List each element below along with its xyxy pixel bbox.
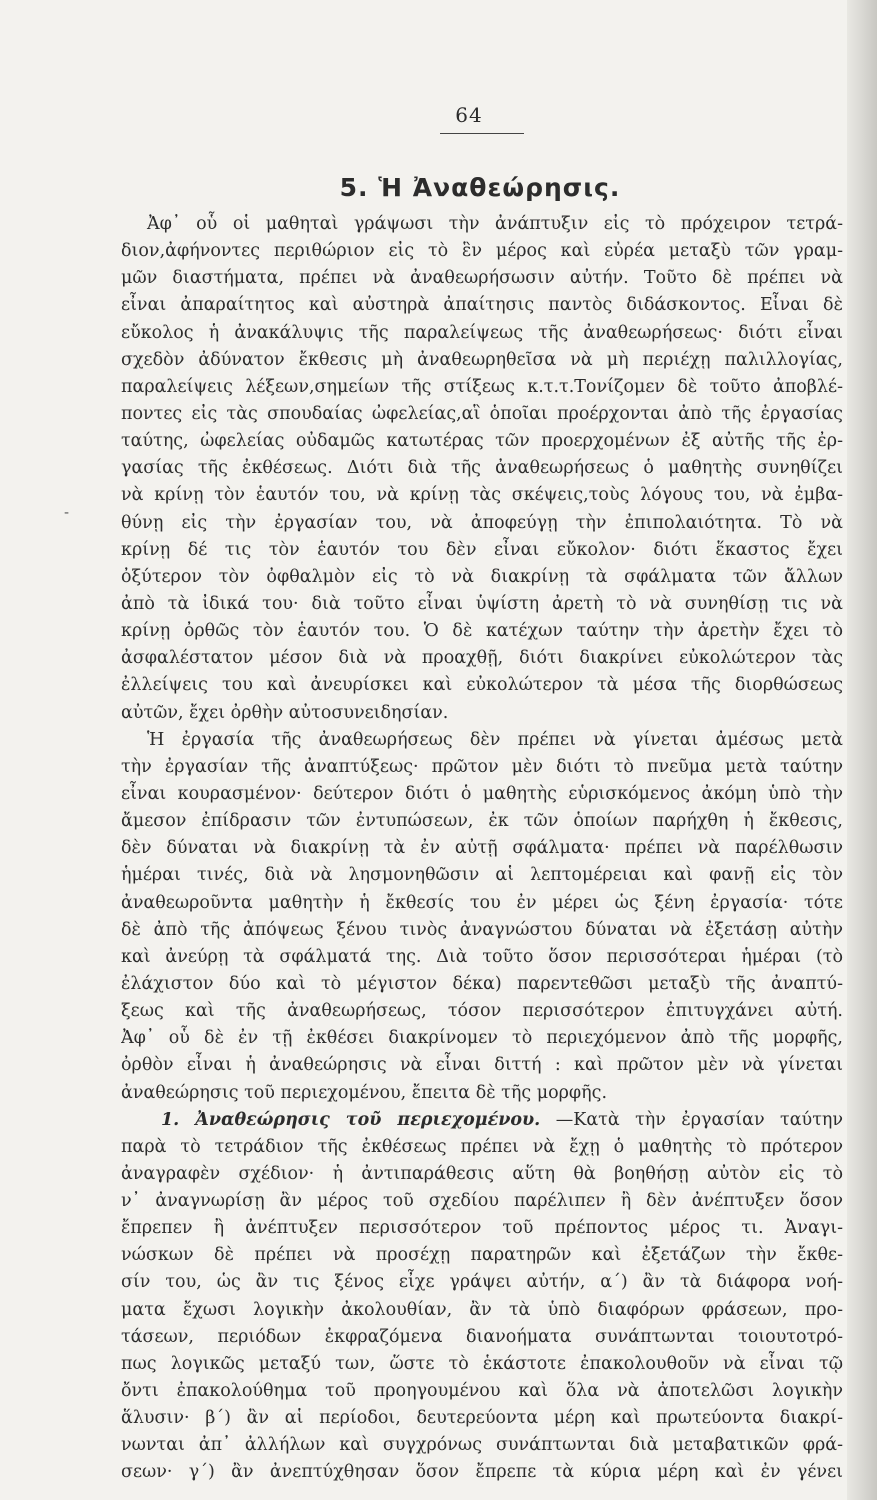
text-line: τὴν ἐργασίαν τῆς ἀναπτύξεως· πρῶτον μὲν διότι τὸ πνεῦμα μετὰ ταύτην <box>121 756 843 777</box>
text-line: ἀναθεωροῦντα μαθητὴν ἡ ἔκθεσίς του ἐν μέρει ὡς ξένη ἐργασία· τότε <box>121 892 843 913</box>
text-line: ματα ἔχωσι λογικὴν ἀκολουθίαν, ἂν τὰ ὑπὸ διαφόρων φράσεων, προ- <box>121 1299 843 1320</box>
text-line: εἶναι ἀπαραίτητος καὶ αὐστηρὰ ἀπαίτησις παντὸς διδάσκοντος. Εἶναι δὲ <box>121 295 843 316</box>
subheading: 1. Ἀναθεώρησις τοῦ περιεχομένου. <box>161 1109 541 1130</box>
text-line: κρίνῃ δέ τις τὸν ἑαυτόν του δὲν εἶναι εὔκολον· διότι ἕκαστος ἔχει <box>121 539 843 560</box>
text-line: ὀρθὸν εἶναι ἡ ἀναθεώρησις νὰ εἶναι διττή : καὶ πρῶτον μὲν νὰ γίνεται <box>121 1055 843 1076</box>
text-line: ἐλλείψεις του καὶ ἀνευρίσκει καὶ εὐκολώτερον τὰ μέσα τῆς διορθώσεως <box>121 675 843 696</box>
text-line: διον,ἀφήνοντες περιθώριον εἰς τὸ ἓν μέρος καὶ εὐρέα μεταξὺ τῶν γραμ- <box>121 241 843 262</box>
text-line: παραλείψεις λέξεων,σημείων τῆς στίξεως κ.τ.τ.Τονίζομεν δὲ τοῦτο ἀποβλέ- <box>121 376 843 397</box>
text-line: καὶ ἀνεύρῃ τὰ σφάλματά της. Διὰ τοῦτο ὅσον περισσότεραι ἡμέραι (τὸ <box>121 946 843 967</box>
text-line: ξεως καὶ τῆς ἀναθεωρήσεως, τόσον περισσότερον ἐπιτυγχάνει αὐτή. <box>121 1001 843 1022</box>
text-line: σίν του, ὡς ἂν τις ξένος εἶχε γράψει αὐτήν, α´) ἂν τὰ διάφορα νοή- <box>121 1272 843 1293</box>
text-line: Ἀφ᾽ οὗ οἱ μαθηταὶ γράψωσι τὴν ἀνάπτυξιν εἰς τὸ πρόχειρον τετρά- <box>147 214 843 234</box>
text-line: ταύτης, ὠφελείας οὐδαμῶς κατωτέρας τῶν προερχομένων ἐξ αὐτῆς τῆς ἐρ- <box>121 431 843 452</box>
text-line: σεων· γ´) ἂν ἀνεπτύχθησαν ὅσον ἔπρεπε τὰ κύρια μέρη καὶ ἐν γένει <box>121 1462 843 1483</box>
text-line: ἔπρεπεν ἢ ἀνέπτυξεν περισσότερον τοῦ πρέποντος μέρος τι. Ἀναγι- <box>121 1218 843 1239</box>
text-line: κρίνῃ ὀρθῶς τὸν ἑαυτόν του. Ὁ δὲ κατέχων ταύτην τὴν ἀρετὴν ἔχει τὸ <box>121 621 843 642</box>
text-line: ἡμέραι τινές, διὰ νὰ λησμονηθῶσιν αἱ λεπτομέρειαι καὶ φανῇ εἰς τὸν <box>121 865 843 886</box>
text-line <box>121 1107 843 1134</box>
text-line: πως λογικῶς μεταξύ των, ὥστε τὸ ἑκάστοτε ἐπακολουθοῦν νὰ εἶναι τῷ <box>121 1353 843 1374</box>
page-edge-shadow <box>847 0 877 1500</box>
text-line: Ἡ ἐργασία τῆς ἀναθεωρήσεως δὲν πρέπει νὰ γίνεται ἀμέσως μετὰ <box>147 729 843 750</box>
text-line: ἄμεσον ἐπίδρασιν τῶν ἐντυπώσεων, ἐκ τῶν ὁποίων παρήχθη ἡ ἔκθεσις, <box>121 811 843 832</box>
text-line: θύνῃ εἰς τὴν ἐργασίαν του, νὰ ἀποφεύγῃ τὴν ἐπιπολαιότητα. Τὸ νὰ <box>121 512 843 533</box>
text-line: ἅλυσιν· β´) ἂν αἱ περίοδοι, δευτερεύοντα μέρη καὶ πρωτεύοντα διακρί- <box>121 1408 843 1429</box>
text-line: μῶν διαστήματα, πρέπει νὰ ἀναθεωρήσωσιν αὐτήν. Τοῦτο δὲ πρέπει νὰ <box>121 268 843 289</box>
text-line: τάσεων, περιόδων ἐκφραζόμενα διανοήματα συνάπτωνται τοιουτοτρό- <box>121 1326 843 1347</box>
text-line: ἀναθεώρησις τοῦ περιεχομένου, ἔπειτα δὲ τῆς μορφῆς. <box>121 1082 608 1103</box>
text-line: ἀναγραφὲν σχέδιον· ἡ ἀντιπαράθεσις αὕτη θὰ βοηθήσῃ αὐτὸν εἰς τὸ <box>121 1163 843 1184</box>
header-rule <box>440 133 524 134</box>
text-line: εἶναι κουρασμένον· δεύτερον διότι ὁ μαθητὴς εὑρισκόμενος ἀκόμη ὑπὸ τὴν <box>121 783 843 804</box>
text-line: νώσκων δὲ πρέπει νὰ προσέχῃ παρατηρῶν καὶ ἐξετάζων τὴν ἔκθε- <box>121 1245 843 1266</box>
text-line: δὲν δύναται νὰ διακρίνῃ τὰ ἐν αὐτῇ σφάλματα· πρέπει νὰ παρέλθωσιν <box>121 838 843 859</box>
text-line: αὐτῶν, ἔχει ὀρθὴν αὐτοσυνειδησίαν. <box>121 702 449 723</box>
subheading-continuation: —Κατὰ τὴν ἐργασίαν ταύτην <box>540 1109 843 1130</box>
text-line: εὔκολος ἡ ἀνακάλυψις τῆς παραλείψεως τῆς ἀναθεωρήσεως· διότι εἶναι <box>121 322 843 343</box>
text-line: ποντες εἰς τὰς σπουδαίας ὠφελείας,αἳ ὁποῖαι προέρχονται ἀπὸ τῆς ἐργασίας <box>121 403 843 424</box>
paragraph-2 <box>121 727 843 1107</box>
text-line: ὄντι ἐπακολούθημα τοῦ προηγουμένου καὶ ὅλα νὰ ἀποτελῶσι λογικὴν <box>121 1381 843 1402</box>
body-text <box>121 211 843 1487</box>
text-line: γασίας τῆς ἐκθέσεως. Διότι διὰ τῆς ἀναθεωρήσεως ὁ μαθητὴς συνηθίζει <box>121 458 843 479</box>
text-line: ἐλάχιστον δύο καὶ τὸ μέγιστον δέκα) παρεντεθῶσι μεταξὺ τῆς ἀναπτύ- <box>121 973 843 994</box>
text-line: νωνται ἀπ᾽ ἀλλήλων καὶ συγχρόνως συνάπτωνται διὰ μεταβατικῶν φρά- <box>121 1435 843 1456</box>
text-line: ἀσφαλέστατον μέσον διὰ νὰ προαχθῇ, διότι διακρίνει εὐκολώτερον τὰς <box>121 648 843 669</box>
page-number: 64 <box>455 103 483 127</box>
section-heading: 5. Ἡ Ἀναθεώρησις. <box>339 173 621 202</box>
margin-mark: - <box>64 505 70 521</box>
text-line: νὰ κρίνῃ τὸν ἑαυτόν του, νὰ κρίνῃ τὰς σκέψεις,τοὺς λόγους του, νὰ ἐμβα- <box>121 485 843 506</box>
text-line: σχεδὸν ἀδύνατον ἔκθεσις μὴ ἀναθεωρηθεῖσα νὰ μὴ περιέχῃ παλιλλογίας, <box>121 349 843 370</box>
text-line: δὲ ἀπὸ τῆς ἀπόψεως ξένου τινὸς ἀναγνώστου δύναται νὰ ἐξετάσῃ αὐτὴν <box>121 919 843 940</box>
paragraph-1 <box>121 211 843 727</box>
paragraph-3 <box>121 1107 843 1487</box>
text-line: ἀπὸ τὰ ἰδικά του· διὰ τοῦτο εἶναι ὑψίστη ἀρετὴ τὸ νὰ συνηθίσῃ τις νὰ <box>121 593 843 614</box>
text-line: ὀξύτερον τὸν ὀφθαλμὸν εἰς τὸ νὰ διακρίνῃ τὰ σφάλματα τῶν ἄλλων <box>121 566 843 587</box>
text-line: παρὰ τὸ τετράδιον τῆς ἐκθέσεως πρέπει νὰ ἔχῃ ὁ μαθητὴς τὸ πρότερον <box>121 1136 843 1157</box>
text-line: ν᾽ ἀναγνωρίσῃ ἂν μέρος τοῦ σχεδίου παρέλιπεν ἢ δὲν ἀνέπτυξεν ὅσον <box>121 1191 843 1212</box>
text-line: Ἀφ᾽ οὗ δὲ ἐν τῇ ἐκθέσει διακρίνομεν τὸ περιεχόμενον ἀπὸ τῆς μορφῆς, <box>121 1028 843 1049</box>
